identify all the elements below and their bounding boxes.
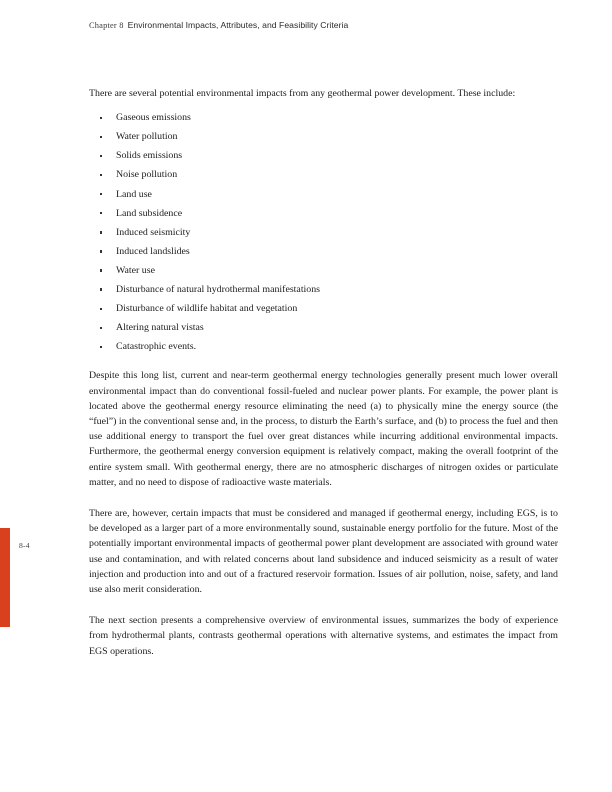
header-chapter-label: Chapter 8 [89,21,124,30]
square-bullet-icon [100,346,102,348]
page-text-column [89,86,558,659]
square-bullet-icon [100,174,102,176]
list-item-label: Disturbance of wildlife habitat and vegetation [116,303,298,315]
list-item [89,187,558,202]
list-item [89,148,558,163]
list-item-label: Water use [116,264,155,276]
square-bullet-icon [100,117,102,119]
square-bullet-icon [100,193,102,195]
list-item-label: Land use [116,188,152,200]
list-item-label: Altering natural vistas [116,322,204,334]
square-bullet-icon [100,212,102,214]
square-bullet-icon [100,269,102,271]
list-item [89,339,558,354]
page-number-folio: 8-4 [19,541,30,550]
list-item [89,263,558,278]
list-item [89,129,558,144]
list-item-label: Land subsidence [116,207,183,219]
list-item-label: Noise pollution [116,169,178,181]
list-item [89,110,558,125]
square-bullet-icon [100,308,102,310]
intro-paragraph: There are several potential environmental impacts from any geothermal power development. These include: [89,88,516,99]
square-bullet-icon [100,250,102,252]
paragraph-next-section: The next section presents a comprehensive overview of environmental issues, summarizes the body of experience from hydrothermal plants, contrasts geothermal operations with alternative systems, and estimates the impact from EGS operations. [89,615,558,657]
list-item [89,282,558,297]
page-running-header [89,15,559,33]
list-item-label: Catastrophic events. [116,341,197,353]
list-item-label: Induced seismicity [116,226,191,238]
list-item [89,320,558,335]
list-item-label: Solids emissions [116,150,183,162]
list-item-label: Gaseous emissions [116,112,191,124]
square-bullet-icon [100,288,102,290]
paragraph-impacts-management: There are, however, certain impacts that must be considered and managed if geothermal energy, including EGS, is to be developed as a larger part of a more environmentally sound, sustainable energy portfolio for the future. Most of the potentially important environmental impacts of geothermal power plant development are associated with ground water use and contamination, and with related concerns about land subsidence and induced seismicity as a result of water injection and production into and out of a fractured reservoir formation. Issues of air pollution, noise, safety, and land use also merit consideration. [89,508,558,596]
list-item [89,301,558,316]
square-bullet-icon [100,155,102,157]
square-bullet-icon [100,231,102,233]
list-item [89,225,558,240]
list-item [89,244,558,259]
square-bullet-icon [100,327,102,329]
header-chapter-title: Environmental Impacts, Attributes, and Feasibility Criteria [127,20,349,30]
list-item-label: Water pollution [116,131,178,143]
paragraph-advantages: Despite this long list, current and near-term geothermal energy technologies generally present much lower overall environmental impact than do conventional fossil-fueled and nuclear power plants. For example, the power plant is located above the geothermal energy resource eliminating the need (a) to physically mine the energy source (the “fuel”) in the conventional sense and, in the process, to disturb the Earth’s surface, and (b) to process the fuel and then use additional energy to transport the fuel over great distances while incurring additional environmental impacts. Furthermore, the geothermal energy conversion equipment is relatively compact, making the overall footprint of the entire system small. With geothermal energy, there are no atmospheric discharges of nitrogen oxides or particulate matter, and no need to dispose of radioactive waste materials. [89,370,558,488]
square-bullet-icon [100,136,102,138]
list-item-label: Disturbance of natural hydrothermal manifestations [116,284,321,296]
list-item [89,206,558,221]
environmental-impacts-list [89,110,558,354]
chapter-edge-tab [0,528,10,627]
list-item [89,167,558,182]
list-item-label: Induced landslides [116,245,190,257]
